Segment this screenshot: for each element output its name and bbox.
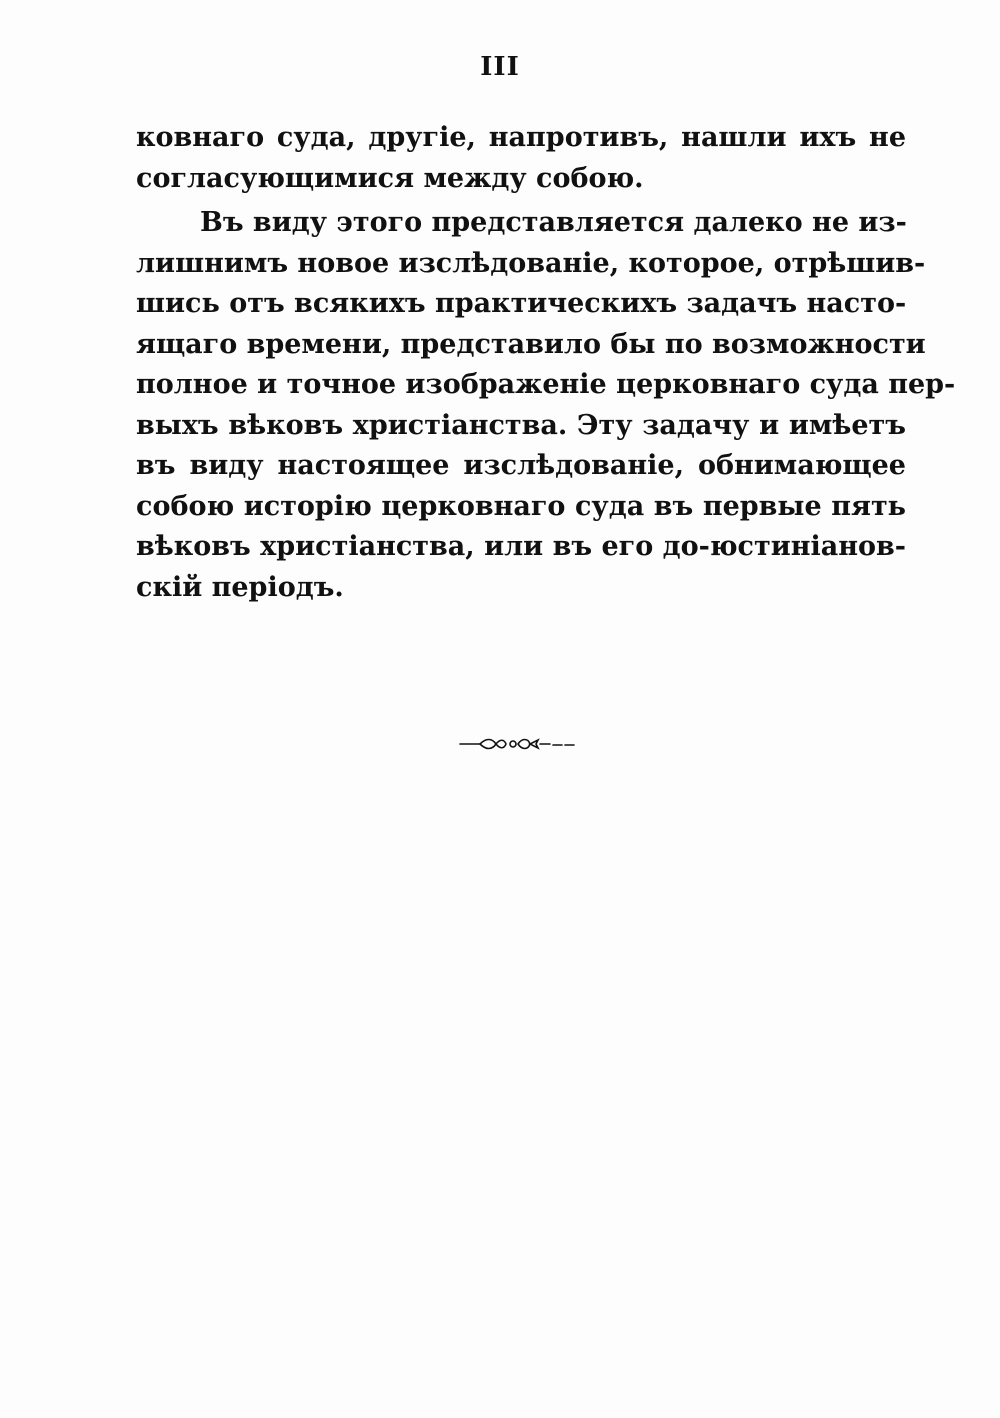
text-line: ковнаго суда, другіе, напротивъ, нашли ихъ не <box>136 122 906 153</box>
page-number: III <box>480 52 520 82</box>
text-line: Въ виду этого представляется далеко не из- <box>200 207 907 238</box>
text-line: скій періодъ. <box>136 571 344 603</box>
text-line: ящаго времени, представило бы по возможности <box>136 328 926 360</box>
text-line: въ виду настоящее изслѣдованіе, обнимающее <box>136 450 906 481</box>
decorative-tailpiece-icon <box>458 734 578 754</box>
paragraph-2 <box>136 203 956 608</box>
paragraph-1 <box>136 118 906 199</box>
body-text <box>136 118 956 608</box>
text-line: согласующимися между собою. <box>136 162 644 194</box>
text-line: шись отъ всякихъ практическихъ задачъ насто- <box>136 288 907 319</box>
text-line: вѣковъ христіанства, или въ его до-юстиніанов- <box>136 531 906 562</box>
text-line: собою исторію церковнаго суда въ первые пять <box>136 490 906 522</box>
text-line: выхъ вѣковъ христіанства. Эту задачу и имѣетъ <box>136 409 906 441</box>
text-line: полное и точное изображеніе церковнаго суда пер- <box>136 369 956 400</box>
text-line: лишнимъ новое изслѣдованіе, которое, отрѣшив- <box>136 247 926 279</box>
